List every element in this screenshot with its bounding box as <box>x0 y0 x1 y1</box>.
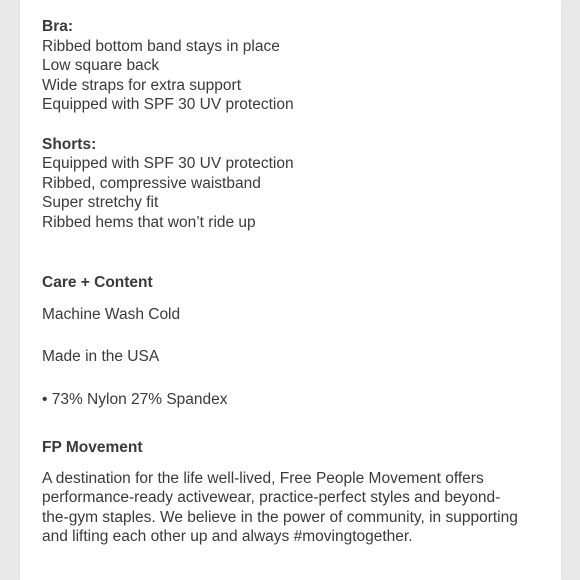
shorts-feature: Ribbed, compressive waistband <box>42 174 261 192</box>
bra-feature: Equipped with SPF 30 UV protection <box>42 96 294 113</box>
fp-movement-title: FP Movement <box>42 439 143 456</box>
fp-movement-line: A destination for the life well-lived, Free People Movement offers <box>42 469 484 487</box>
fp-movement-line: the-gym staples. We believe in the power of community, in supporting <box>42 508 518 526</box>
product-details-panel <box>20 0 561 580</box>
bra-heading: Bra: <box>42 18 74 35</box>
shorts-feature: Ribbed hems that won’t ride up <box>42 213 256 231</box>
care-wash-instruction: Machine Wash Cold <box>42 305 181 323</box>
fp-movement-line: performance-ready activewear, practice-perfect styles and beyond- <box>42 489 501 506</box>
bra-feature: Low square back <box>42 57 160 74</box>
care-origin: Made in the USA <box>42 348 160 365</box>
bra-feature: Ribbed bottom band stays in place <box>42 37 280 55</box>
fp-movement-description <box>42 469 552 547</box>
bra-feature: Wide straps for extra support <box>42 76 241 94</box>
care-content-title: Care + Content <box>42 274 153 291</box>
fp-movement-line: and lifting each other up and always #movingtogether. <box>42 528 413 545</box>
material-composition: • 73% Nylon 27% Spandex <box>42 390 228 408</box>
shorts-heading: Shorts: <box>42 135 97 153</box>
shorts-feature: Super stretchy fit <box>42 194 159 211</box>
shorts-feature: Equipped with SPF 30 UV protection <box>42 155 294 172</box>
spacer <box>42 115 552 135</box>
product-details-content <box>42 17 552 547</box>
